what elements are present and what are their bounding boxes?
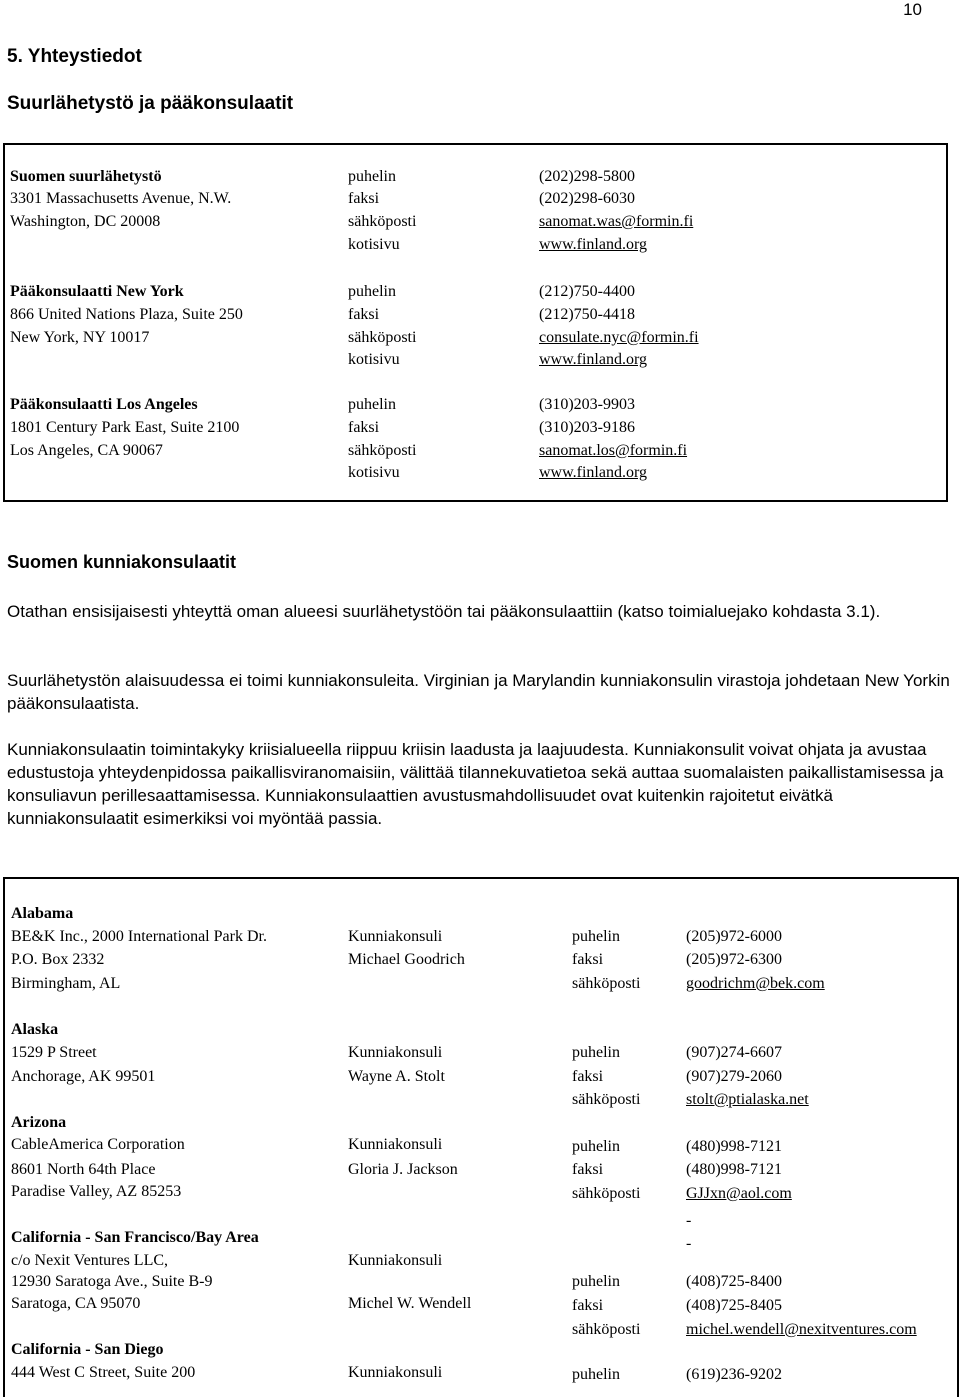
consulate-address: c/o Nexit Ventures LLC, [11,1252,169,1269]
consulate-address: Anchorage, AK 99501 [11,1068,156,1085]
subsection-title: Suurlähetystö ja pääkonsulaatit [7,93,294,114]
embassy-address: Washington, DC 20008 [10,213,161,230]
consulate-address: 12930 Saratoga Ave., Suite B-9 [11,1273,213,1290]
consulate-address: Saratoga, CA 95070 [11,1295,141,1312]
paragraph: Suurlähetystön alaisuudessa ei toimi kunniakonsuleita. Virginian ja Marylandin kunniakonsulin virastoja johdetaan New Yorkin pääkonsulaatista. [7,671,950,713]
contact-label: puhelin [348,283,396,300]
phone-value: (212)750-4400 [539,283,635,300]
state-name: California - San Francisco/Bay Area [11,1229,259,1246]
email-link[interactable]: michel.wendell@nexitventures.com [686,1321,917,1338]
contact-label: sähköposti [348,329,417,346]
contact-label: puhelin [348,396,396,413]
consul-name: Michel W. Wendell [348,1295,472,1312]
fax-value: (480)998-7121 [686,1161,782,1178]
contact-label: puhelin [348,168,396,185]
phone-value: (408)725-8400 [686,1273,782,1290]
contact-label: puhelin [572,1273,620,1290]
email-link[interactable]: goodrichm@bek.com [686,975,825,992]
consul-role: Kunniakonsuli [348,1044,443,1061]
consulate-address: BE&K Inc., 2000 International Park Dr. [11,928,267,945]
consulate-address: Paradise Valley, AZ 85253 [11,1183,182,1200]
phone-value: (907)274-6607 [686,1044,782,1061]
consul-name: Wayne A. Stolt [348,1068,445,1085]
consulate-address: 8601 North 64th Place [11,1161,156,1178]
fax-value: (310)203-9186 [539,419,635,436]
fax-value: (205)972-6300 [686,951,782,968]
email-link[interactable]: sanomat.los@formin.fi [539,442,688,459]
consul-role: Kunniakonsuli [348,928,443,945]
phone-value: (310)203-9903 [539,396,635,413]
dash-marker: - [686,1235,692,1252]
consul-role: Kunniakonsuli [348,1364,443,1381]
contact-label: sähköposti [348,213,417,230]
contact-label: faksi [572,1297,604,1314]
consulate-address: P.O. Box 2332 [11,951,105,968]
honorary-consulates-title: Suomen kunniakonsulaatit [7,552,237,572]
paragraph: Otathan ensisijaisesti yhteyttä oman alueesi suurlähetystöön tai pääkonsulaattiin (katso toimialuejako kohdasta 3.1). [7,602,881,621]
section-title: 5. Yhteystiedot [7,46,142,67]
consul-name: Michael Goodrich [348,951,465,968]
consulate-address: 444 West C Street, Suite 200 [11,1364,196,1381]
embassy-address: New York, NY 10017 [10,329,150,346]
embassy-address: 1801 Century Park East, Suite 2100 [10,419,240,436]
contact-label: faksi [572,1068,604,1085]
contact-label: faksi [348,190,380,207]
phone-value: (480)998-7121 [686,1138,782,1155]
paragraph: Kunniakonsulaatin toimintakyky kriisialueella riippuu kriisin laadusta ja laajuudesta. Kunniakonsulit voivat ohjata ja avustaa edustustoja yhteydenpidossa paikallisviranomaisiin, välittää tilannekuvatietoa sekä auttaa suomalaisten paikallistamisessa ja konsuliavun perillesaattamisessa. Kunniakonsulaattien avustusmahdollisuudet ovat kuitenkin rajoitetut eivätkä kunniakonsulaatit esimerkiksi voi myöntää passia. [7,740,944,828]
consulate-address: Birmingham, AL [11,975,121,992]
consul-role: Kunniakonsuli [348,1136,443,1153]
phone-value: (205)972-6000 [686,928,782,945]
contact-label: sähköposti [572,1321,641,1338]
consulate-address: CableAmerica Corporation [11,1136,185,1153]
email-link[interactable]: sanomat.was@formin.fi [539,213,694,230]
state-name: Alabama [11,905,74,922]
embassy-name: Pääkonsulaatti New York [10,283,184,300]
email-link[interactable]: consulate.nyc@formin.fi [539,329,699,346]
contact-label: kotisivu [348,236,400,253]
contact-label: puhelin [572,1138,620,1155]
contact-label: puhelin [572,1044,620,1061]
homepage-link[interactable]: www.finland.org [539,464,647,481]
embassy-address: Los Angeles, CA 90067 [10,442,163,459]
contact-label: faksi [348,419,380,436]
contact-label: faksi [348,306,380,323]
fax-value: (212)750-4418 [539,306,635,323]
contact-label: kotisivu [348,464,400,481]
contact-label: sähköposti [572,975,641,992]
contact-label: kotisivu [348,351,400,368]
consul-name: Gloria J. Jackson [348,1161,458,1178]
email-link[interactable]: stolt@ptialaska.net [686,1091,809,1108]
phone-value: (202)298-5800 [539,168,635,185]
contact-label: puhelin [572,1366,620,1383]
consul-role: Kunniakonsuli [348,1252,443,1269]
contact-label: sähköposti [348,442,417,459]
state-name: California - San Diego [11,1341,164,1358]
contact-label: faksi [572,951,604,968]
email-link[interactable]: GJJxn@aol.com [686,1185,792,1202]
phone-value: (619)236-9202 [686,1366,782,1383]
fax-value: (907)279-2060 [686,1068,782,1085]
homepage-link[interactable]: www.finland.org [539,236,647,253]
consulate-address: 1529 P Street [11,1044,97,1061]
page-number: 10 [903,0,922,19]
state-name: Alaska [11,1021,59,1038]
embassy-name: Pääkonsulaatti Los Angeles [10,396,198,413]
embassy-address: 866 United Nations Plaza, Suite 250 [10,306,243,323]
fax-value: (408)725-8405 [686,1297,782,1314]
embassy-address: 3301 Massachusetts Avenue, N.W. [10,190,232,207]
fax-value: (202)298-6030 [539,190,635,207]
contact-label: faksi [572,1161,604,1178]
contact-label: puhelin [572,928,620,945]
dash-marker: - [686,1212,692,1229]
contact-label: sähköposti [572,1091,641,1108]
contact-label: sähköposti [572,1185,641,1202]
state-name: Arizona [11,1114,67,1131]
homepage-link[interactable]: www.finland.org [539,351,647,368]
embassy-name: Suomen suurlähetystö [10,168,162,185]
